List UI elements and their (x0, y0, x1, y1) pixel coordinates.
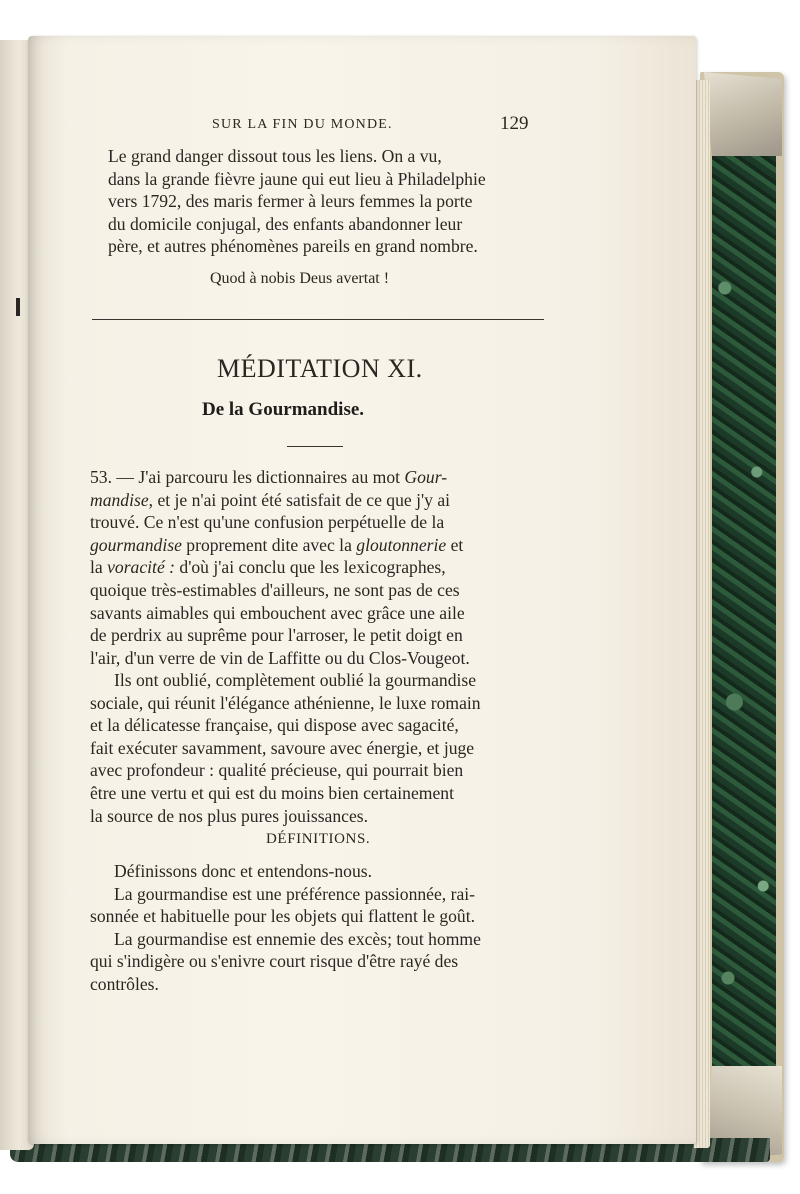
page-edges (694, 80, 710, 1148)
text-line: La gourmandise est une préférence passionnée, rai- (114, 883, 475, 904)
text-line: Définissons donc et entendons-nous. (114, 861, 373, 881)
left-page-mark (16, 298, 20, 316)
running-head: SUR LA FIN DU MONDE. (212, 117, 393, 132)
text-line: dans la grande fièvre jaune qui eut lieu à Philadelphie (108, 168, 486, 189)
text-line (90, 556, 548, 579)
text-line: et la délicatesse française, qui dispose avec sagacité, (90, 715, 459, 736)
page-number: 129 (500, 113, 529, 134)
italic-term: mandise (90, 489, 149, 510)
text-line: père, et autres phénomènes pareils en grand nombre. (108, 236, 478, 257)
text-run: 53. — J'ai parcouru les dictionnaires au mot (90, 467, 405, 487)
text-run: d'où j'ai conclu que les lexicographes, (175, 557, 446, 578)
italic-term: gourmandise (90, 534, 182, 555)
text-line: sociale, qui réunit l'élégance athénienne, le luxe romain (90, 692, 481, 713)
text-line: Le grand danger dissout tous les liens. On a vu, (108, 146, 442, 166)
marbled-cover (712, 150, 776, 1070)
text-line: sonnée et habituelle pour les objets qui flattent le goût. (90, 906, 476, 927)
vellum-corner-top (704, 72, 782, 156)
text-line: qui s'indigère ou s'enivre court risque d'être rayé des (90, 951, 459, 972)
text-line: trouvé. Ce n'est qu'une confusion perpétuelle de la (90, 512, 445, 533)
text-line: du domicile conjugal, des enfants abandonner leur (108, 213, 463, 234)
text-line: fait exécuter savamment, savoure avec énergie, et juge (90, 737, 475, 758)
text-run: la (90, 557, 108, 578)
top-paragraph (108, 145, 540, 258)
text-line: quoique très-estimables d'ailleurs, ne sont pas de ces (90, 579, 460, 600)
text-line (90, 534, 548, 557)
italic-term: gloutonnerie (356, 534, 447, 555)
definitions-paragraph (90, 860, 550, 996)
text-line: La gourmandise est ennemie des excès; tout homme (114, 928, 481, 949)
section-divider (92, 319, 544, 320)
text-run: proprement dite avec la (181, 534, 357, 555)
text-line: contrôles. (90, 973, 159, 994)
text-line: la source de nos plus pures jouissances. (90, 805, 369, 826)
text-line: Ils ont oublié, complètement oublié la gourmandise (114, 670, 477, 690)
text-line (90, 466, 548, 489)
chapter-title: MÉDITATION XI. (217, 354, 423, 383)
text-line: avec profondeur : qualité précieuse, qui pourrait bien (90, 760, 464, 781)
paragraph-53 (90, 466, 548, 669)
text-run: et (446, 534, 464, 555)
text-line: savants aimables qui embouchent avec grâce une aile (90, 602, 465, 623)
section-heading: DÉFINITIONS. (266, 831, 371, 847)
text-run: , et je n'ai point été satisfait de ce que j'y ai (148, 489, 451, 510)
text-line: être une vertu et qui est du moins bien certainement (90, 782, 454, 803)
text-line: vers 1792, des maris fermer à leurs femmes la porte (108, 191, 473, 212)
text-line (90, 489, 548, 512)
text-line: l'air, d'un verre de vin de Laffitte ou du Clos-Vougeot. (90, 647, 470, 668)
text-line: de perdrix au suprême pour l'arroser, le petit doigt en (90, 625, 463, 646)
chapter-subtitle: De la Gourmandise. (202, 399, 365, 420)
italic-term: voracité : (107, 557, 176, 578)
title-rule (287, 446, 343, 447)
paragraph-two (90, 669, 550, 827)
italic-term: Gour- (404, 467, 448, 487)
latin-quote: Quod à nobis Deus avertat ! (210, 270, 390, 287)
